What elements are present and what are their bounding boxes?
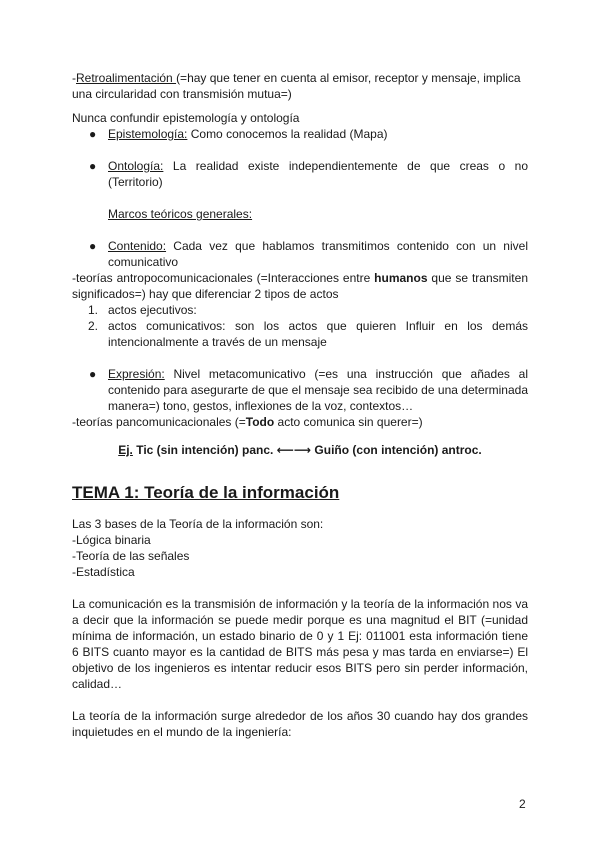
document-page — [72, 70, 528, 740]
bullet-icon: ● — [89, 127, 97, 141]
expresion-term: Expresión: — [108, 367, 165, 381]
base-item: -Lógica binaria — [72, 533, 151, 547]
act-item-1: 1. actos ejecutivos: — [88, 303, 197, 317]
bullet-ontologia: ● Ontología: La realidad existe independientemente de que creas o no (Territorio) — [89, 159, 528, 189]
nunca-line: Nunca confundir epistemología y ontología — [72, 111, 300, 125]
paragraph-bit: La comunicación es la transmisión de información y la teoría de la información nos va a decir que la información se puede medir porque es una magnitud el BIT (=unidad mínima de información, un estado binario de 0 y 1 Ej: 011001 esta información tiene 6 BITS cuanto mayor es la cantidad de BITS más pesa y mas tarda en enviarse=) El objetivo de los ingenieros es intentar reducir esos BITS pero sin perder información, calidad… — [72, 597, 528, 691]
example-line: Ej. Tic (sin intención) panc. ⟵⟶ Guiño (con intención) antroc. — [118, 443, 482, 457]
epist-term: Epistemología: — [108, 127, 188, 141]
bullet-icon: ● — [89, 367, 97, 381]
retro-line-1: -Retroalimentación (=hay que tener en cuenta al emisor, receptor y mensaje, implica — [72, 71, 521, 85]
panco-paragraph: -teorías pancomunicacionales (=Todo acto comunica sin querer=) — [72, 415, 423, 429]
contenido-term: Contenido: — [108, 239, 167, 253]
bullet-expresion: ● Expresión: Nivel metacomunicativo (=es una instrucción que añades al contenido para asegurarte de que el mensaje sea recibido de una determinada manera=) tono, gestos, inflexiones de la voz, contextos… — [89, 367, 528, 413]
section-title: TEMA 1: Teoría de la información — [72, 483, 340, 502]
onto-term: Ontología: — [108, 159, 164, 173]
marcos-heading: Marcos teóricos generales: — [108, 207, 253, 221]
antropo-paragraph: -teorías antropocomunicacionales (=Interacciones entre humanos que se transmiten significados=) hay que diferenciar 2 tipos de actos — [72, 271, 528, 301]
base-item: -Estadística — [72, 565, 135, 579]
bullet-epistemologia: ● Epistemología: Como conocemos la realidad (Mapa) — [89, 127, 388, 141]
page-number: 2 — [519, 797, 526, 811]
retro-line-2: una circularidad con transmisión mutua=) — [72, 87, 292, 101]
act-item-2: 2. actos comunicativos: son los actos que quieren Influir en los demás intencionalmente a través de un mensaje — [88, 319, 528, 349]
bullet-contenido: ● Contenido: Cada vez que hablamos transmitimos contenido con un nivel comunicativo — [89, 239, 528, 269]
bullet-icon: ● — [89, 159, 97, 173]
paragraph-origen: La teoría de la información surge alrededor de los años 30 cuando hay dos grandes inquietudes en el mundo de la ingeniería: — [72, 709, 528, 739]
base-item: -Teoría de las señales — [72, 549, 190, 563]
bullet-icon: ● — [89, 239, 97, 253]
retro-term: Retroalimentación — [76, 71, 177, 85]
bases-intro: Las 3 bases de la Teoría de la información son: — [72, 517, 324, 531]
